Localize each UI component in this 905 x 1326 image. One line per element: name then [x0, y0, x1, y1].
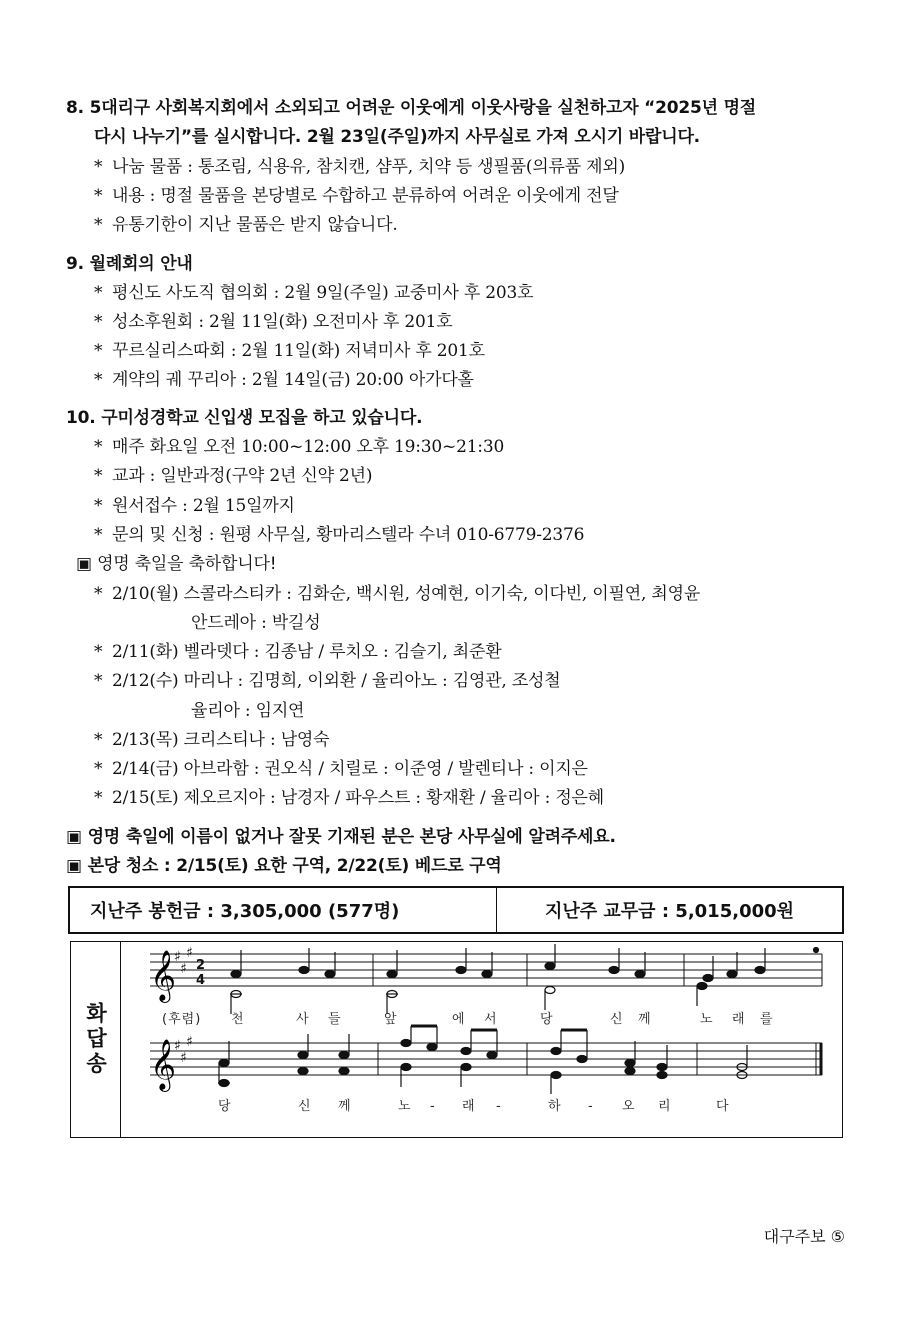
treble-clef-icon: 𝄞	[150, 950, 177, 1001]
nameday-line: * 2/13(목) 크리스티나 : 남영숙	[94, 730, 330, 750]
svg-text:래: 래	[732, 1012, 746, 1027]
svg-text:하: 하	[548, 1099, 562, 1114]
notice-8-item: * 유통기한이 지난 물품은 받지 않습니다.	[94, 215, 398, 235]
svg-text:♯: ♯	[174, 1038, 181, 1054]
nameday-line: * 2/15(토) 제오르지아 : 남경자 / 파우스트 : 황재환 / 율리아 : 정은혜	[94, 788, 605, 808]
nameday-line: 안드레아 : 박길성	[191, 613, 321, 633]
svg-text:래: 래	[462, 1099, 476, 1114]
psalm-label-column	[71, 942, 121, 1137]
svg-text:에: 에	[452, 1012, 466, 1027]
svg-text:앞: 앞	[384, 1012, 398, 1027]
svg-text:-: -	[430, 1099, 436, 1114]
offering-amount: 지난주 봉헌금 : 3,305,000 (577명)	[70, 888, 497, 932]
time-signature	[196, 958, 205, 988]
nameday-line: 율리아 : 임지연	[191, 701, 305, 721]
notice-10-item: * 매주 화요일 오전 10:00~12:00 오후 19:30~21:30	[94, 437, 505, 457]
svg-text:♯: ♯	[174, 949, 181, 965]
key-signature-1	[174, 945, 193, 977]
svg-text:♯: ♯	[180, 961, 187, 977]
svg-text:(후렴): (후렴)	[162, 1012, 202, 1027]
svg-text:노: 노	[398, 1099, 412, 1114]
svg-text:신: 신	[610, 1012, 624, 1027]
svg-text:2: 2	[196, 958, 206, 973]
notice-9-item: * 계약의 궤 꾸리아 : 2월 14일(금) 20:00 아가다홀	[94, 370, 474, 390]
responsorial-psalm	[70, 941, 843, 1138]
svg-text:-: -	[588, 1099, 594, 1114]
offering-box	[68, 886, 844, 934]
svg-text:-: -	[496, 1099, 502, 1114]
notes-staff-2	[218, 1026, 747, 1094]
notice-10-title: 10. 구미성경학교 신입생 모집을 하고 있습니다.	[66, 408, 423, 428]
nameday-line: * 2/10(월) 스콜라스티카 : 김화순, 백시원, 성예현, 이기숙, 이다빈, 이필연, 최영윤	[94, 584, 701, 604]
svg-text:♯: ♯	[186, 1034, 193, 1050]
nameday-heading: ▣ 영명 축일을 축하합니다!	[76, 554, 277, 574]
staff-2	[150, 1043, 822, 1075]
lyrics-line-2	[218, 1098, 730, 1114]
svg-text:♯: ♯	[180, 1050, 187, 1066]
page-footer: 대구주보 ⑤	[763, 1227, 845, 1246]
svg-text:천: 천	[231, 1012, 245, 1027]
svg-text:4: 4	[196, 973, 206, 988]
svg-text:께: 께	[638, 1012, 652, 1027]
lyrics-line-1	[162, 1011, 774, 1027]
svg-text:신: 신	[298, 1099, 312, 1114]
svg-text:리: 리	[658, 1099, 672, 1114]
nameday-line: * 2/11(화) 벨라뎃다 : 김종남 / 루치오 : 김슬기, 최준환	[94, 642, 502, 662]
svg-text:당: 당	[540, 1012, 554, 1027]
svg-text:께: 께	[338, 1099, 352, 1114]
notice-8-title-line-2: 다시 나누기”를 실시합니다. 2월 23일(주일)까지 사무실로 가져 오시기 바랍니다.	[94, 127, 700, 147]
svg-text:사: 사	[296, 1012, 310, 1027]
nameday-line: * 2/12(수) 마리나 : 김명희, 이외환 / 율리아노 : 김영관, 조성철	[94, 671, 561, 691]
notice-9-item: * 성소후원회 : 2월 11일(화) 오전미사 후 201호	[94, 312, 453, 332]
announcement-nameday-correction: ▣ 영명 축일에 이름이 없거나 잘못 기재된 분은 본당 사무실에 알려주세요.	[66, 827, 616, 847]
svg-text:를: 를	[760, 1012, 774, 1027]
svg-text:오: 오	[622, 1099, 636, 1114]
music-score	[122, 942, 842, 1136]
notice-10-item: * 원서접수 : 2월 15일까지	[94, 496, 295, 516]
treble-clef-icon: 𝄞	[150, 1039, 177, 1090]
notice-8-title-line-1: 8. 5대리구 사회복지회에서 소외되고 어려운 이웃에게 이웃사랑을 실천하고자 “2025년 명절	[66, 98, 757, 118]
svg-text:♯: ♯	[186, 945, 193, 961]
notice-10-item: * 문의 및 신청 : 원평 사무실, 황마리스텔라 수녀 010-6779-2376	[94, 525, 585, 545]
announcement-cleaning: ▣ 본당 청소 : 2/15(토) 요한 구역, 2/22(토) 베드로 구역	[66, 856, 502, 876]
svg-text:서: 서	[484, 1012, 498, 1027]
svg-text:당: 당	[218, 1099, 232, 1114]
notice-9-item: * 꾸르실리스따회 : 2월 11일(화) 저녁미사 후 201호	[94, 341, 485, 361]
nameday-line: * 2/14(금) 아브라함 : 권오식 / 치릴로 : 이준영 / 발렌티나 : 이지은	[94, 759, 588, 779]
svg-text:들: 들	[328, 1012, 342, 1027]
notice-8-item: * 내용 : 명절 물품을 본당별로 수합하고 분류하여 어려운 이웃에게 전달	[94, 186, 619, 206]
psalm-label: 화답송	[83, 1002, 108, 1077]
notice-8-item: * 나눔 물품 : 통조림, 식용유, 참치캔, 샴푸, 치약 등 생필품(의류품 제외)	[94, 157, 626, 177]
svg-text:노: 노	[700, 1012, 714, 1027]
key-signature-2	[174, 1034, 193, 1066]
notice-9-title: 9. 월례회의 안내	[66, 254, 193, 274]
svg-text:다: 다	[716, 1099, 730, 1114]
notice-9-item: * 평신도 사도직 협의회 : 2월 9일(주일) 교중미사 후 203호	[94, 283, 534, 303]
notice-10-item: * 교과 : 일반과정(구약 2년 신약 2년)	[94, 466, 373, 486]
parish-fee-amount: 지난주 교무금 : 5,015,000원	[544, 901, 795, 922]
